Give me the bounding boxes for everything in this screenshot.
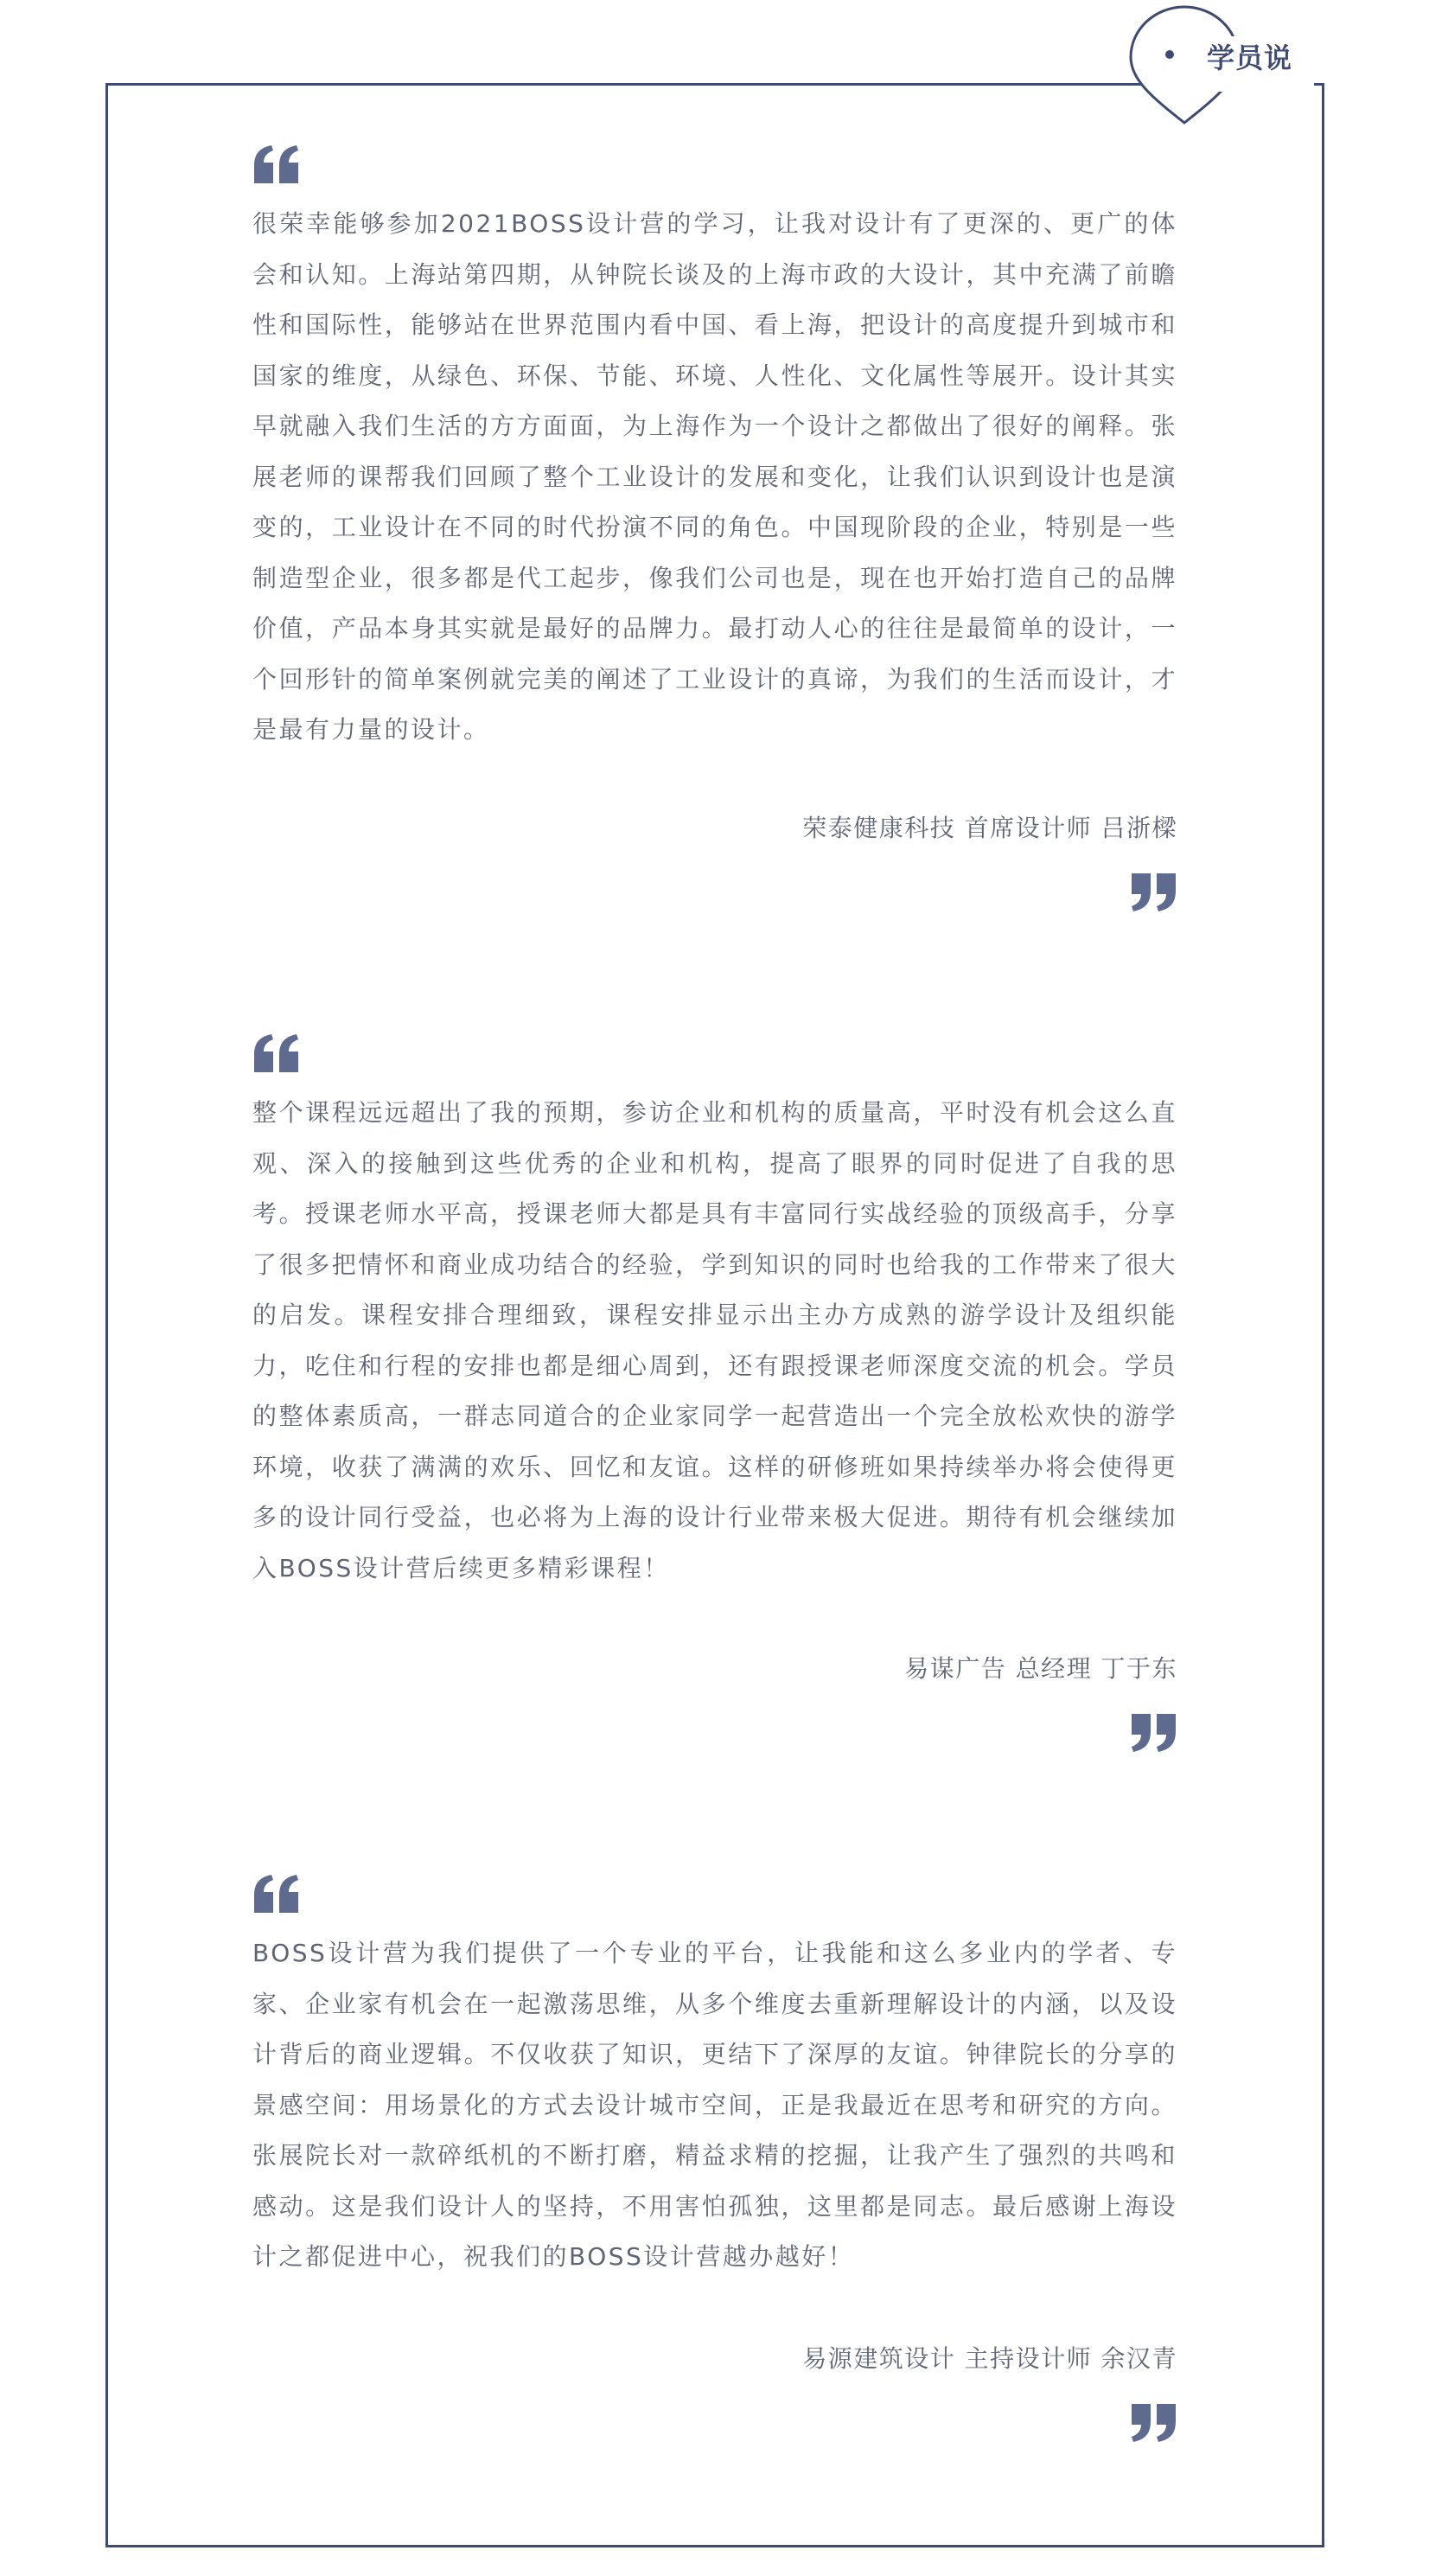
testimonial-2: [252, 1034, 1177, 1769]
close-quote-icon: [1129, 1714, 1177, 1752]
testimonial-1: [252, 145, 1177, 941]
testimonial-3: [252, 1875, 1177, 2471]
testimonial-3-author: 易源建筑设计 主持设计师 余汉青: [802, 2344, 1177, 2373]
badge-border-gap: [1176, 76, 1314, 92]
testimonial-2-text: 整个课程远远超出了我的预期，参访企业和机构的质量高，平时没有机会这么直观、深入的接触到这些优秀的企业和机构，提高了眼界的同时促进了自我的思考。授课老师水平高，授课老师大都是具有丰富同行实战经验的顶级高手，分享了很多把情怀和商业成功结合的经验，学到知识的同时也给我的工作带来了很大的启发。课程安排合理细致，课程安排显示出主办方成熟的游学设计及组织能力，吃住和行程的安排也都是细心周到，还有跟授课老师深度交流的机会。学员的整体素质高，一群志同道合的企业家同学一起营造出一个完全放松欢快的游学环境，收获了满满的欢乐、回忆和友谊。这样的研修班如果持续举办将会使得更多的设计同行受益，也必将为上海的设计行业带来极大促进。期待有机会继续加入BOSS设计营后续更多精彩课程！: [252, 1098, 1177, 1582]
testimonial-1-text: 很荣幸能够参加2021BOSS设计营的学习，让我对设计有了更深的、更广的体会和认知。上海站第四期，从钟院长谈及的上海市政的大设计，其中充满了前瞻性和国际性，能够站在世界范围内看中国、看上海，把设计的高度提升到城市和国家的维度，从绿色、环保、节能、环境、人性化、文化属性等展开。设计其实早就融入我们生活的方方面面，为上海作为一个设计之都做出了很好的阐释。张展老师的课帮我们回顾了整个工业设计的发展和变化，让我们认识到设计也是演变的，工业设计在不同的时代扮演不同的角色。中国现阶段的企业，特别是一些制造型企业，很多都是代工起步，像我们公司也是，现在也开始打造自己的品牌价值，产品本身其实就是最好的品牌力。最打动人心的往往是最简单的设计，一个回形针的简单案例就完美的阐述了工业设计的真谛，为我们的生活而设计，才是最有力量的设计。: [252, 209, 1177, 744]
section-badge-label: 学员说: [1203, 36, 1296, 76]
badge-dot-icon: [1165, 50, 1174, 59]
close-quote-icon: [1129, 2404, 1177, 2442]
open-quote-icon: [252, 1034, 301, 1072]
open-quote-icon: [252, 1875, 301, 1913]
open-quote-icon: [252, 145, 301, 183]
close-quote-icon: [1129, 873, 1177, 911]
testimonial-2-author: 易谋广告 总经理 丁于东: [904, 1654, 1177, 1683]
testimonial-1-author: 荣泰健康科技 首席设计师 吕浙樑: [802, 814, 1177, 842]
testimonial-3-text: BOSS设计营为我们提供了一个专业的平台，让我能和这么多业内的学者、专家、企业家有机会在一起激荡思维，从多个维度去重新理解设计的内涵，以及设计背后的商业逻辑。不仅收获了知识，更结下了深厚的友谊。钟律院长的分享的景感空间：用场景化的方式去设计城市空间，正是我最近在思考和研究的方向。张展院长对一款碎纸机的不断打磨，精益求精的挖掘，让我产生了强烈的共鸣和感动。这是我们设计人的坚持，不用害怕孤独，这里都是同志。最后感谢上海设计之都促进中心，祝我们的BOSS设计营越办越好！: [252, 1939, 1177, 2271]
